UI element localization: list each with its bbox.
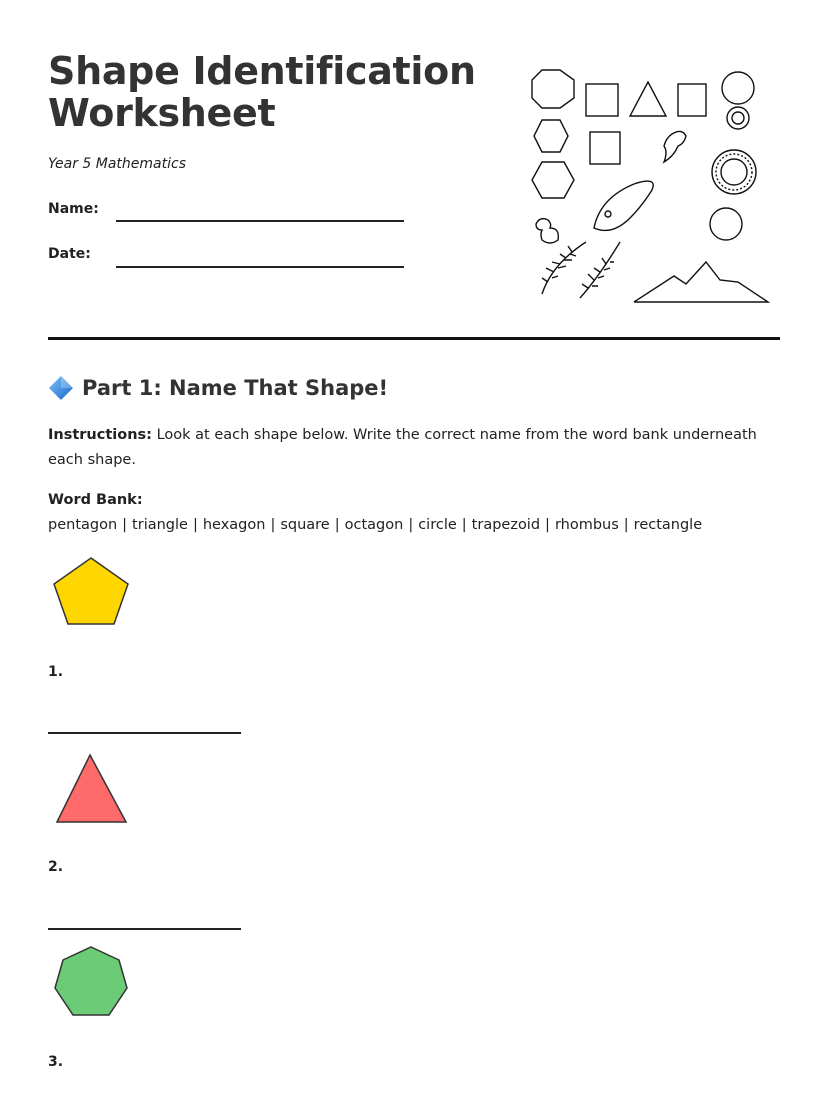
word-bank-item: circle [418, 517, 457, 533]
triangle-fill [57, 755, 126, 822]
question-3-number: 3. [48, 1054, 64, 1070]
instructions-label: Instructions: [48, 427, 152, 443]
title-line-2: Worksheet [48, 91, 276, 135]
word-bank-item: hexagon [202, 517, 266, 533]
word-bank-separator: | [623, 517, 629, 533]
word-bank-item: triangle [132, 517, 188, 533]
triangle-shape [50, 752, 132, 826]
title-line-1: Shape Identification [48, 49, 476, 93]
word-bank-label: Word Bank: [48, 492, 143, 508]
blue-diamond-icon [48, 375, 74, 401]
word-bank [48, 488, 788, 538]
part-1-title: Part 1: Name That Shape! [82, 376, 389, 400]
question-1-number: 1. [48, 664, 64, 680]
heptagon-shape [50, 944, 132, 1020]
word-bank-item: rhombus [554, 517, 619, 533]
section-divider [48, 337, 780, 340]
heptagon-fill [55, 947, 127, 1015]
word-bank-separator: | [334, 517, 340, 533]
pentagon-fill [54, 558, 128, 624]
word-bank-separator: | [545, 517, 550, 533]
worksheet-title [48, 50, 476, 134]
word-bank-separator: | [192, 517, 198, 533]
word-bank-separator: | [122, 517, 128, 533]
part-1-heading [48, 375, 388, 401]
word-bank-separator: | [461, 517, 467, 533]
shapes-clipart-icon [524, 66, 776, 310]
word-bank-item: trapezoid [471, 517, 541, 533]
word-bank-separator: | [408, 517, 414, 533]
word-bank-item: octagon [344, 517, 404, 533]
word-bank-separator: | [270, 517, 276, 533]
answer-line-1[interactable] [48, 732, 241, 734]
word-bank-item: rectangle [633, 517, 703, 533]
answer-line-2[interactable] [48, 928, 241, 930]
name-label: Name: [48, 201, 99, 217]
word-bank-item: pentagon [48, 517, 118, 533]
name-field[interactable] [116, 220, 404, 222]
word-bank-item: square [280, 517, 330, 533]
pentagon-shape [50, 556, 132, 628]
question-2-number: 2. [48, 859, 64, 875]
date-label: Date: [48, 246, 91, 262]
subtitle: Year 5 Mathematics [48, 156, 186, 172]
date-field[interactable] [116, 266, 404, 268]
instructions [48, 423, 788, 473]
instructions-text: Look at each shape below. Write the correct name from the word bank underneath each shape. [48, 427, 757, 468]
